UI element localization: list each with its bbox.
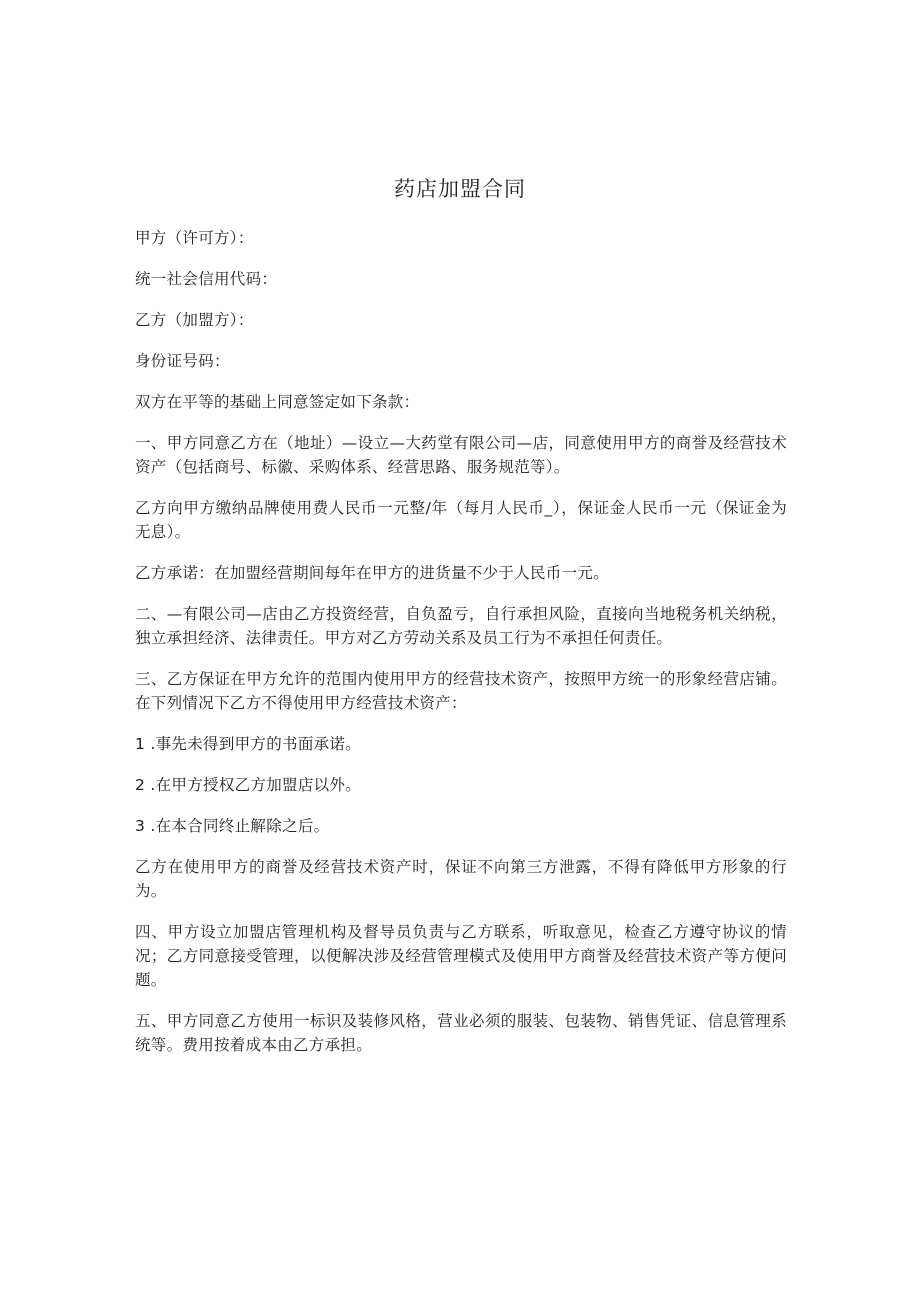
clause-2: 二、—有限公司—店由乙方投资经营，自负盈亏，自行承担风险，直接向当地税务机关纳税，独立承担经济、法律责任。甲方对乙方劳动关系及员工行为不承担任何责任。 [135,605,787,647]
clause-3-confidentiality: 乙方在使用甲方的商誉及经营技术资产时，保证不向第三方泄露，不得有降低甲方形象的行为。 [135,858,787,900]
clause-1: 一、甲方同意乙方在（地址）—设立—大药堂有限公司—店，同意使用甲方的商誉及经营技术资产（包括商号、标徽、采购体系、经营思路、服务规范等）。 [135,434,787,476]
document-body [135,226,787,1074]
party-a-line: 甲方（许可方）： [135,229,254,247]
clause-3-item-1: 1 .事先未得到甲方的书面承诺。 [135,735,362,753]
party-b-line: 乙方（加盟方）： [135,311,254,329]
clause-1-commitment: 乙方承诺：在加盟经营期间每年在甲方的进货量不少于人民币一元。 [135,564,610,582]
clause-4: 四、甲方设立加盟店管理机构及督导员负责与乙方联系，听取意见，检查乙方遵守协议的情况；乙方同意接受管理，以便解决涉及经营管理模式及使用甲方商誉及经营技术资产等方便问题。 [135,923,787,989]
clause-3: 三、乙方保证在甲方允许的范围内使用甲方的经营技术资产，按照甲方统一的形象经营店铺。在下列情况下乙方不得使用甲方经营技术资产： [135,670,787,712]
clause-5: 五、甲方同意乙方使用一标识及装修风格，营业必须的服装、包装物、销售凭证、信息管理系统等。费用按着成本由乙方承担。 [135,1012,787,1054]
credit-code-line: 统一社会信用代码： [135,270,278,288]
agreement-intro: 双方在平等的基础上同意签定如下条款： [135,393,420,411]
clause-1-fees: 乙方向甲方缴纳品牌使用费人民币一元整/年（每月人民币_），保证金人民币一元（保证金为无息）。 [135,499,787,541]
clause-3-item-2: 2 .在甲方授权乙方加盟店以外。 [135,776,362,794]
document-title: 药店加盟合同 [394,177,526,201]
id-number-line: 身份证号码： [135,352,230,370]
clause-3-item-3: 3 .在本合同终止解除之后。 [135,817,330,835]
